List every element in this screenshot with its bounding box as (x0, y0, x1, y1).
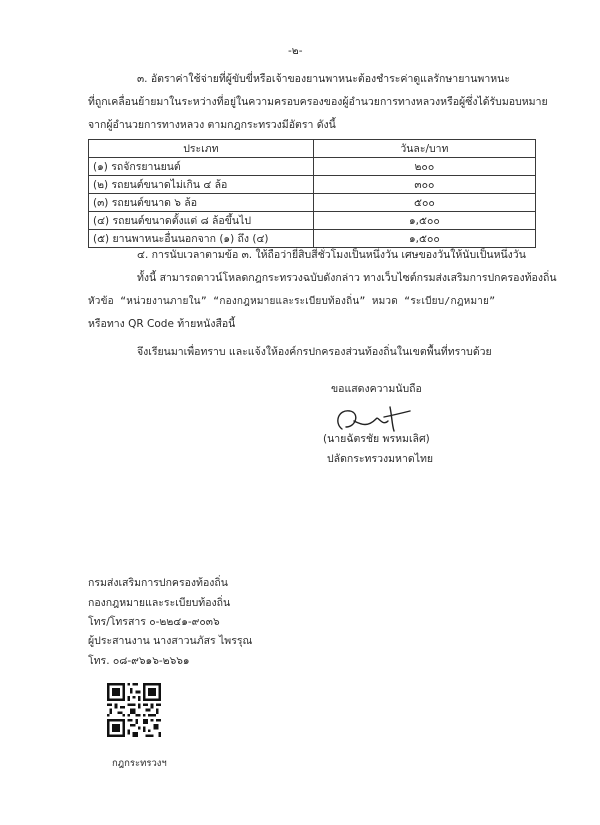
table-cell-type: (๑) รถจักรยานยนต์ (89, 158, 314, 176)
table-cell-type: (๕) ยานพาหนะอื่นนอกจาก (๑) ถึง (๔) (89, 230, 314, 248)
footer-coordinator: ผู้ประสานงาน นางสาวนภัสร ไพรรุณ (88, 635, 253, 647)
table-row (89, 212, 536, 230)
download-line2: หัวข้อ “หน่วยงานภายใน” “กองกฎหมายและระเบียบท้องถิ่น” หมวด “ระเบียบ/กฎหมาย” (88, 296, 496, 307)
qr-caption: กฎกระทรวงฯ (112, 758, 167, 769)
clause3-line3: จากผู้อำนวยการทางหลวง ตามกฎกระทรวงมีอัตรา ดังนี้ (88, 119, 336, 131)
table-cell-type: (๒) รถยนต์ขนาดไม่เกิน ๔ ล้อ (89, 176, 314, 194)
signatory-position: ปลัดกระทรวงมหาดไทย (327, 453, 434, 465)
table-row (89, 194, 536, 212)
clause3-line1: ๓. อัตราค่าใช้จ่ายที่ผู้ขับขี่หรือเจ้าของยานพาหนะต้องชำระค่าดูแลรักษายานพาหนะ (137, 73, 510, 85)
signatory-name: (นายฉัตรชัย พรหมเลิศ) (323, 433, 430, 445)
table-header-type: ประเภท (89, 140, 314, 158)
table-cell-type: (๓) รถยนต์ขนาด ๖ ล้อ (89, 194, 314, 212)
footer-division: กองกฎหมายและระเบียบท้องถิ่น (88, 597, 231, 609)
table-row (89, 158, 536, 176)
table-row (89, 176, 536, 194)
table-cell-rate: ๒๐๐ (313, 158, 535, 176)
table-cell-rate: ๕๐๐ (313, 194, 535, 212)
respect-closing: ขอแสดงความนับถือ (331, 383, 422, 395)
page-number: -๒- (288, 45, 303, 57)
table-row (89, 230, 536, 248)
clause4: ๔. การนับเวลาตามข้อ ๓. ให้ถือว่ายี่สิบสี่ชั่วโมงเป็นหนึ่งวัน เศษของวันให้นับเป็นหนึ่งวัน (137, 249, 526, 261)
footer-tel: โทร. ๐๘-๙๖๑๖-๒๖๖๑ (88, 655, 190, 667)
rate-table (88, 139, 536, 248)
qr-code-image[interactable] (107, 683, 161, 737)
table-cell-rate: ๑,๕๐๐ (313, 212, 535, 230)
footer-tel-fax: โทร/โทรสาร ๐-๒๒๔๑-๙๐๓๖ (88, 616, 220, 628)
clause3-line2: ที่ถูกเคลื่อนย้ายมาในระหว่างที่อยู่ในความครอบครองของผู้อำนวยการทางหลวงหรือผู้ซึ่งได้รับมอบหมาย (88, 96, 548, 108)
download-line1: ทั้งนี้ สามารถดาวน์โหลดกฎกระทรวงฉบับดังกล่าว ทางเว็บไซต์กรมส่งเสริมการปกครองท้องถิ่น (137, 272, 557, 284)
table-header-row (89, 140, 536, 158)
download-line3: หรือทาง QR Code ท้ายหนังสือนี้ (88, 318, 236, 330)
table-header-rate: วันละ/บาท (313, 140, 535, 158)
table-cell-rate: ๑,๕๐๐ (313, 230, 535, 248)
footer-department: กรมส่งเสริมการปกครองท้องถิ่น (88, 577, 228, 589)
table-cell-type: (๔) รถยนต์ขนาดตั้งแต่ ๘ ล้อขึ้นไป (89, 212, 314, 230)
closing-sentence: จึงเรียนมาเพื่อทราบ และแจ้งให้องค์กรปกครองส่วนท้องถิ่นในเขตพื้นที่ทราบด้วย (137, 346, 492, 358)
table-cell-rate: ๓๐๐ (313, 176, 535, 194)
